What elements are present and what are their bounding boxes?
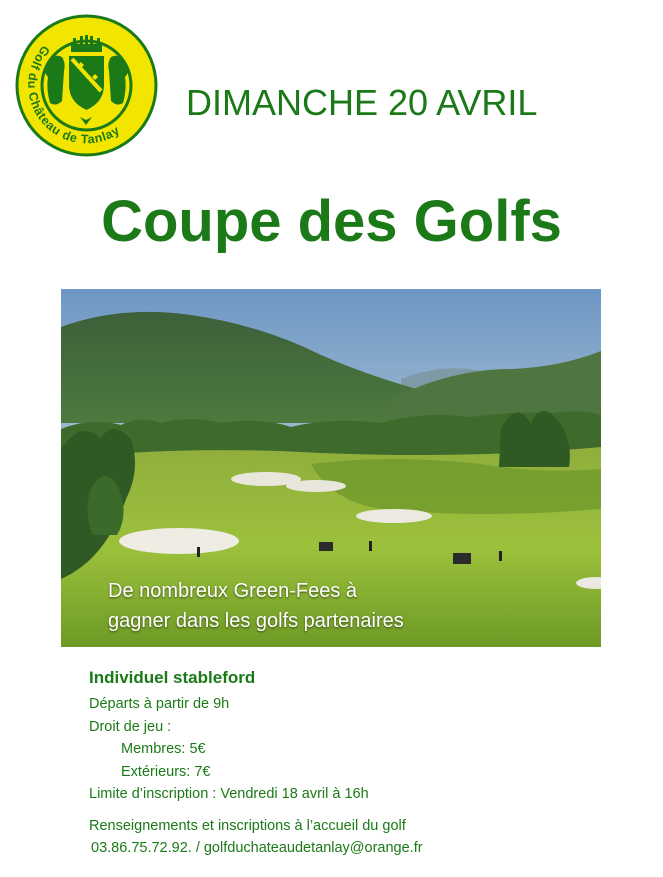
fee-label: Droit de jeu : [89, 719, 172, 735]
caption-line-2: gagner dans les golfs partenaires [108, 610, 404, 632]
start-time: Départs à partir de 9h [89, 696, 230, 712]
caption-line-1: De nombreux Green-Fees à [108, 580, 358, 602]
phone-email[interactable]: 03.86.75.72.92. / golfduchateaudetanlay@orange.fr [91, 840, 423, 856]
event-title: Coupe des Golfs [101, 189, 562, 254]
format-heading: Individuel stableford [89, 668, 256, 687]
registration-deadline: Limite d’inscription : Vendredi 18 avril à 16h [89, 786, 369, 802]
event-date: DIMANCHE 20 AVRIL [186, 82, 538, 123]
prize-caption [108, 576, 404, 636]
members-fee: Membres: 5€ [121, 741, 206, 757]
contact-info: Renseignements et inscriptions à l’accueil du golf [89, 818, 406, 834]
outsiders-fee: Extérieurs: 7€ [121, 764, 211, 780]
svg-text:Golf du Château de Tanlay [25, 43, 122, 147]
logo-text: Golf du Château de Tanlay [25, 42, 123, 147]
club-logo [14, 13, 159, 158]
logo-ring-text [14, 13, 159, 158]
